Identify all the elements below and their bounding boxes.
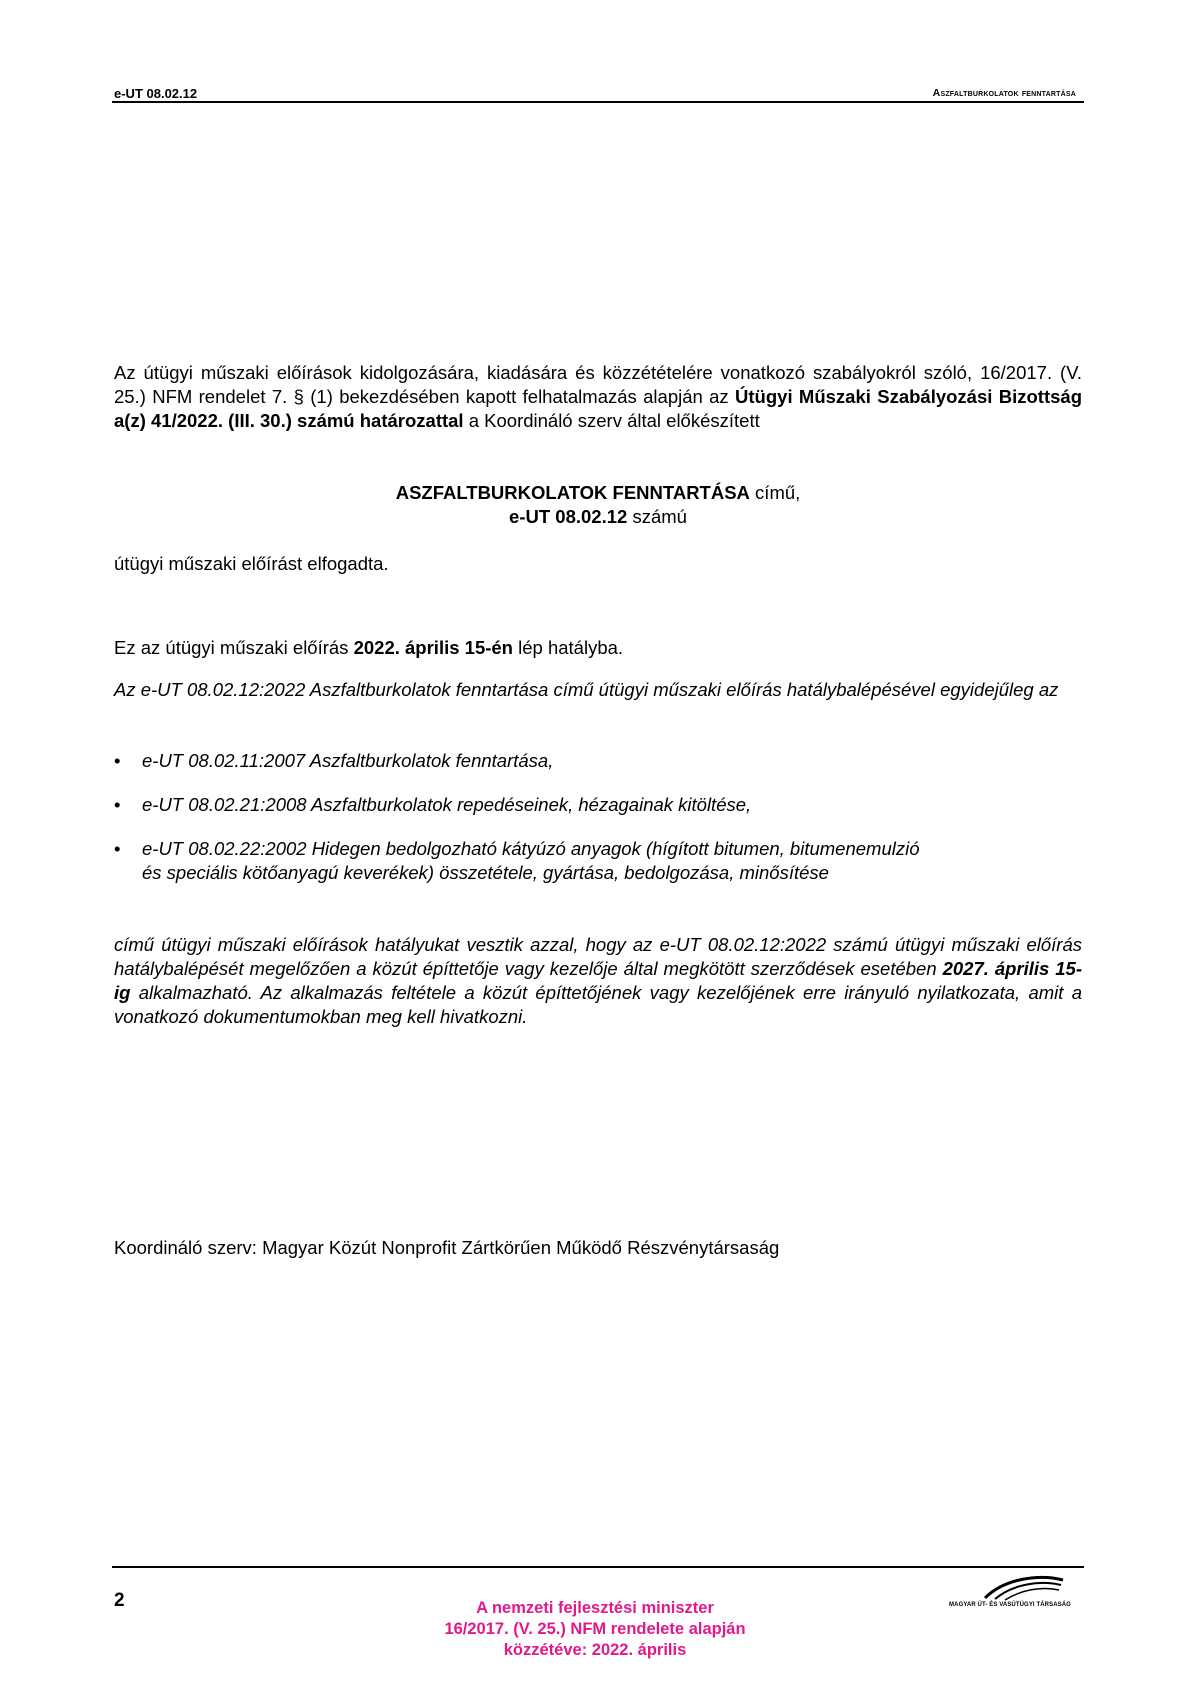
bullet-icon: • <box>114 794 121 815</box>
bullet-icon: • <box>114 838 121 859</box>
list-item-text: e-UT 08.02.21:2008 Aszfaltburkolatok repedéseinek, hézagainak kitöltése, <box>142 794 752 815</box>
effective-text-2: lép hatályba. <box>512 637 624 658</box>
document-code: e-UT 08.02.12 <box>509 506 628 527</box>
header-doc-title: Aszfaltburkolatok fenntartása <box>932 87 1076 99</box>
list-item <box>114 793 922 817</box>
superseded-list-block <box>114 749 1082 885</box>
acceptance-paragraph: útügyi műszaki előírást elfogadta. <box>114 553 389 574</box>
intro-paragraph <box>114 361 1082 433</box>
page-number: 2 <box>114 1590 125 1611</box>
effective-text-1: Ez az útügyi műszaki előírás <box>114 637 354 658</box>
closing-text-1: című útügyi műszaki előírások hatályukat vesztik azzal, hogy az e-UT 08.02.12:2022 számú útügyi műszaki előírás hatálybalépését megelőzően a közút építtetője vagy kezelője által megkötött szerződések esetében <box>114 934 1082 979</box>
closing-deadline: 2027. április 15-ig <box>114 958 1083 1003</box>
list-item-text: e-UT 08.02.11:2007 Aszfaltburkolatok fenntartása, <box>142 750 554 771</box>
document-title: ASZFALTBURKOLATOK FENNTARTÁSA <box>395 482 750 503</box>
publication-note-line-3: közzétéve: 2022. április <box>503 1641 687 1659</box>
closing-text-2: alkalmazható. Az alkalmazás feltétele a közút építtetőjének vagy kezelőjének erre irányuló nyilatkozata, amit a vonatkozó dokumentumokban meg kell hivatkozni. <box>114 982 1082 1027</box>
footer-divider <box>112 1566 1084 1568</box>
supersede-intro-paragraph: Az e-UT 08.02.12:2022 Aszfaltburkolatok fenntartása című útügyi műszaki előírás hatálybalépésével egyidejűleg az <box>114 679 1059 700</box>
code-line <box>114 505 1082 529</box>
effective-date-paragraph <box>114 636 1082 660</box>
list-item <box>114 837 922 885</box>
intro-text-2: a Koordináló szerv által előkészített <box>463 410 760 431</box>
logo-caption: MAGYAR ÚT- ÉS VASÚTÜGYI TÁRSASÁG <box>949 1602 1071 1608</box>
document-title-block <box>114 481 1082 529</box>
title-suffix: című, <box>749 482 801 503</box>
publication-note <box>380 1598 810 1661</box>
superseded-list <box>114 749 1082 885</box>
publication-note-line-1: A nemzeti fejlesztési miniszter <box>476 1599 714 1617</box>
bullet-icon: • <box>114 750 121 771</box>
title-line <box>114 481 1082 505</box>
closing-paragraph <box>114 933 1082 1029</box>
list-item-text: e-UT 08.02.22:2002 Hidegen bedolgozható kátyúzó anyagok (hígított bitumen, bitumenemulzió és speciális kötőanyagú keverékek) összetétele, gyártása, bedolgozása, minősítése <box>142 838 920 883</box>
intro-bold-committee: Útügyi Műszaki Szabályozási Bizottság a(z) 41/2022. (III. 30.) számú határozattal <box>114 386 1082 431</box>
effective-date: 2022. április 15-én <box>353 637 513 658</box>
road-arc-icon <box>935 1572 1085 1602</box>
intro-text-1: Az útügyi műszaki előírások kidolgozására, kiadására és közzétételére vonatkozó szabályokról szóló, 16/2017. (V. 25.) NFM rendelet 7. § (1) bekezdésében kapott felhatalmazás alapján az <box>114 362 1082 407</box>
publication-note-line-2: 16/2017. (V. 25.) NFM rendelete alapján <box>444 1620 746 1638</box>
header-divider <box>112 101 1084 103</box>
header-doc-code: e-UT 08.02.12 <box>114 86 198 101</box>
code-suffix: számú <box>627 506 687 527</box>
list-item <box>114 749 922 773</box>
coordinator-line: Koordináló szerv: Magyar Közút Nonprofit Zártkörűen Működő Részvénytársaság <box>114 1237 780 1258</box>
society-logo <box>935 1572 1085 1618</box>
